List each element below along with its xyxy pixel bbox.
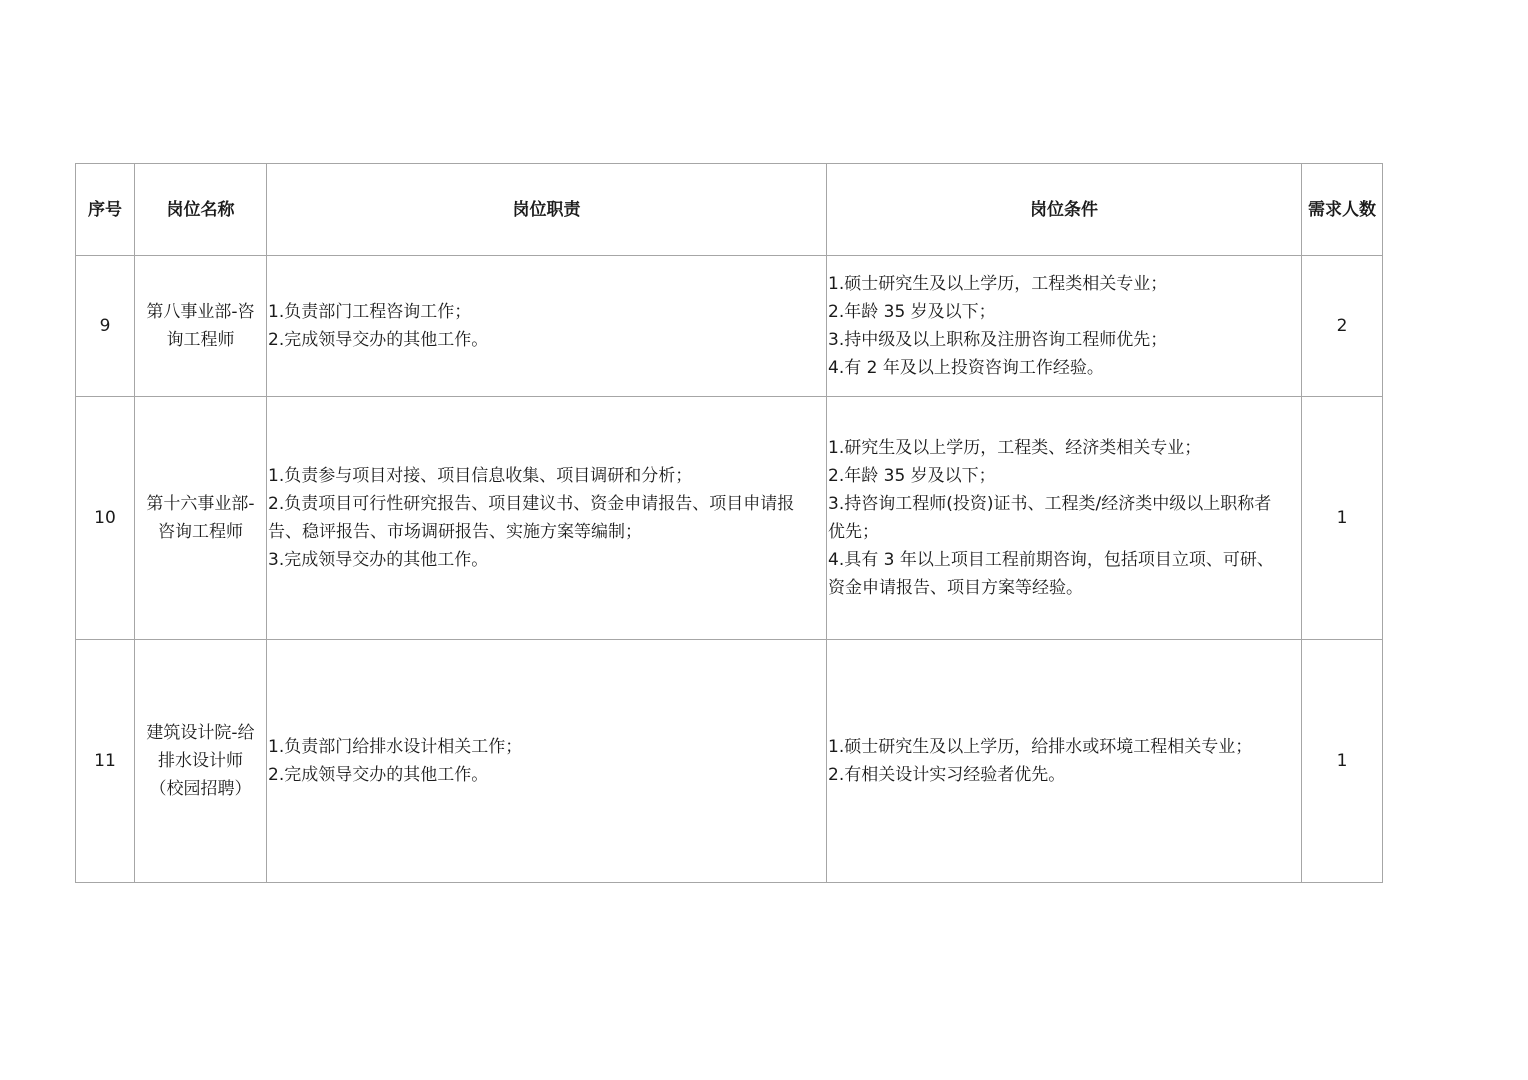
title-cell [135, 640, 267, 883]
header-count: 需求人数 [1302, 164, 1383, 256]
table-row [76, 397, 1383, 640]
duty-item: 1.负责部门工程咨询工作； [268, 302, 472, 322]
count-cell: 1 [1302, 397, 1383, 640]
title-line: 第八事业部-咨 [146, 302, 255, 322]
header-conditions: 岗位条件 [827, 164, 1302, 256]
conditions-cell [827, 397, 1302, 640]
condition-item: 1.硕士研究生及以上学历，工程类相关专业； [828, 274, 1168, 294]
condition-item: 2.年龄 35 岁及以下； [828, 466, 996, 486]
condition-item: 3.持中级及以上职称及注册咨询工程师优先； [828, 330, 1168, 350]
condition-item: 2.年龄 35 岁及以下； [828, 302, 996, 322]
duties-cell [267, 256, 827, 397]
title-line: 建筑设计院-给 [146, 723, 255, 743]
condition-item: 4.有 2 年及以上投资咨询工作经验。 [828, 358, 1104, 378]
title-line: 咨询工程师 [158, 522, 243, 542]
duty-item: 告、稳评报告、市场调研报告、实施方案等编制； [268, 522, 642, 542]
header-row [76, 164, 1383, 256]
job-table [75, 163, 1383, 883]
duties-cell [267, 397, 827, 640]
count-cell: 2 [1302, 256, 1383, 397]
conditions-cell [827, 256, 1302, 397]
title-line: 排水设计师 [158, 751, 243, 771]
duties-cell [267, 640, 827, 883]
duty-item: 2.完成领导交办的其他工作。 [268, 330, 489, 350]
seq-cell: 10 [76, 397, 135, 640]
seq-cell: 11 [76, 640, 135, 883]
title-line: 第十六事业部- [146, 494, 255, 514]
condition-item: 1.硕士研究生及以上学历，给排水或环境工程相关专业； [828, 737, 1253, 757]
title-cell [135, 397, 267, 640]
header-title: 岗位名称 [135, 164, 267, 256]
header-seq: 序号 [76, 164, 135, 256]
table-row [76, 640, 1383, 883]
count-cell: 1 [1302, 640, 1383, 883]
duty-item: 2.负责项目可行性研究报告、项目建议书、资金申请报告、项目申请报 [268, 494, 795, 514]
title-line: （校园招聘） [149, 779, 252, 799]
title-line: 询工程师 [166, 330, 235, 350]
condition-item: 优先； [828, 522, 879, 542]
condition-item: 4.具有 3 年以上项目工程前期咨询，包括项目立项、可研、 [828, 550, 1274, 570]
condition-item: 3.持咨询工程师(投资)证书、工程类/经济类中级以上职称者 [828, 494, 1272, 514]
condition-item: 资金申请报告、项目方案等经验。 [828, 578, 1083, 598]
header-duties: 岗位职责 [267, 164, 827, 256]
seq-cell: 9 [76, 256, 135, 397]
title-cell [135, 256, 267, 397]
duty-item: 1.负责参与项目对接、项目信息收集、项目调研和分析； [268, 466, 693, 486]
duty-item: 1.负责部门给排水设计相关工作； [268, 737, 523, 757]
duty-item: 3.完成领导交办的其他工作。 [268, 550, 489, 570]
condition-item: 2.有相关设计实习经验者优先。 [828, 765, 1066, 785]
condition-item: 1.研究生及以上学历，工程类、经济类相关专业； [828, 438, 1202, 458]
duty-item: 2.完成领导交办的其他工作。 [268, 765, 489, 785]
table-row [76, 256, 1383, 397]
conditions-cell [827, 640, 1302, 883]
